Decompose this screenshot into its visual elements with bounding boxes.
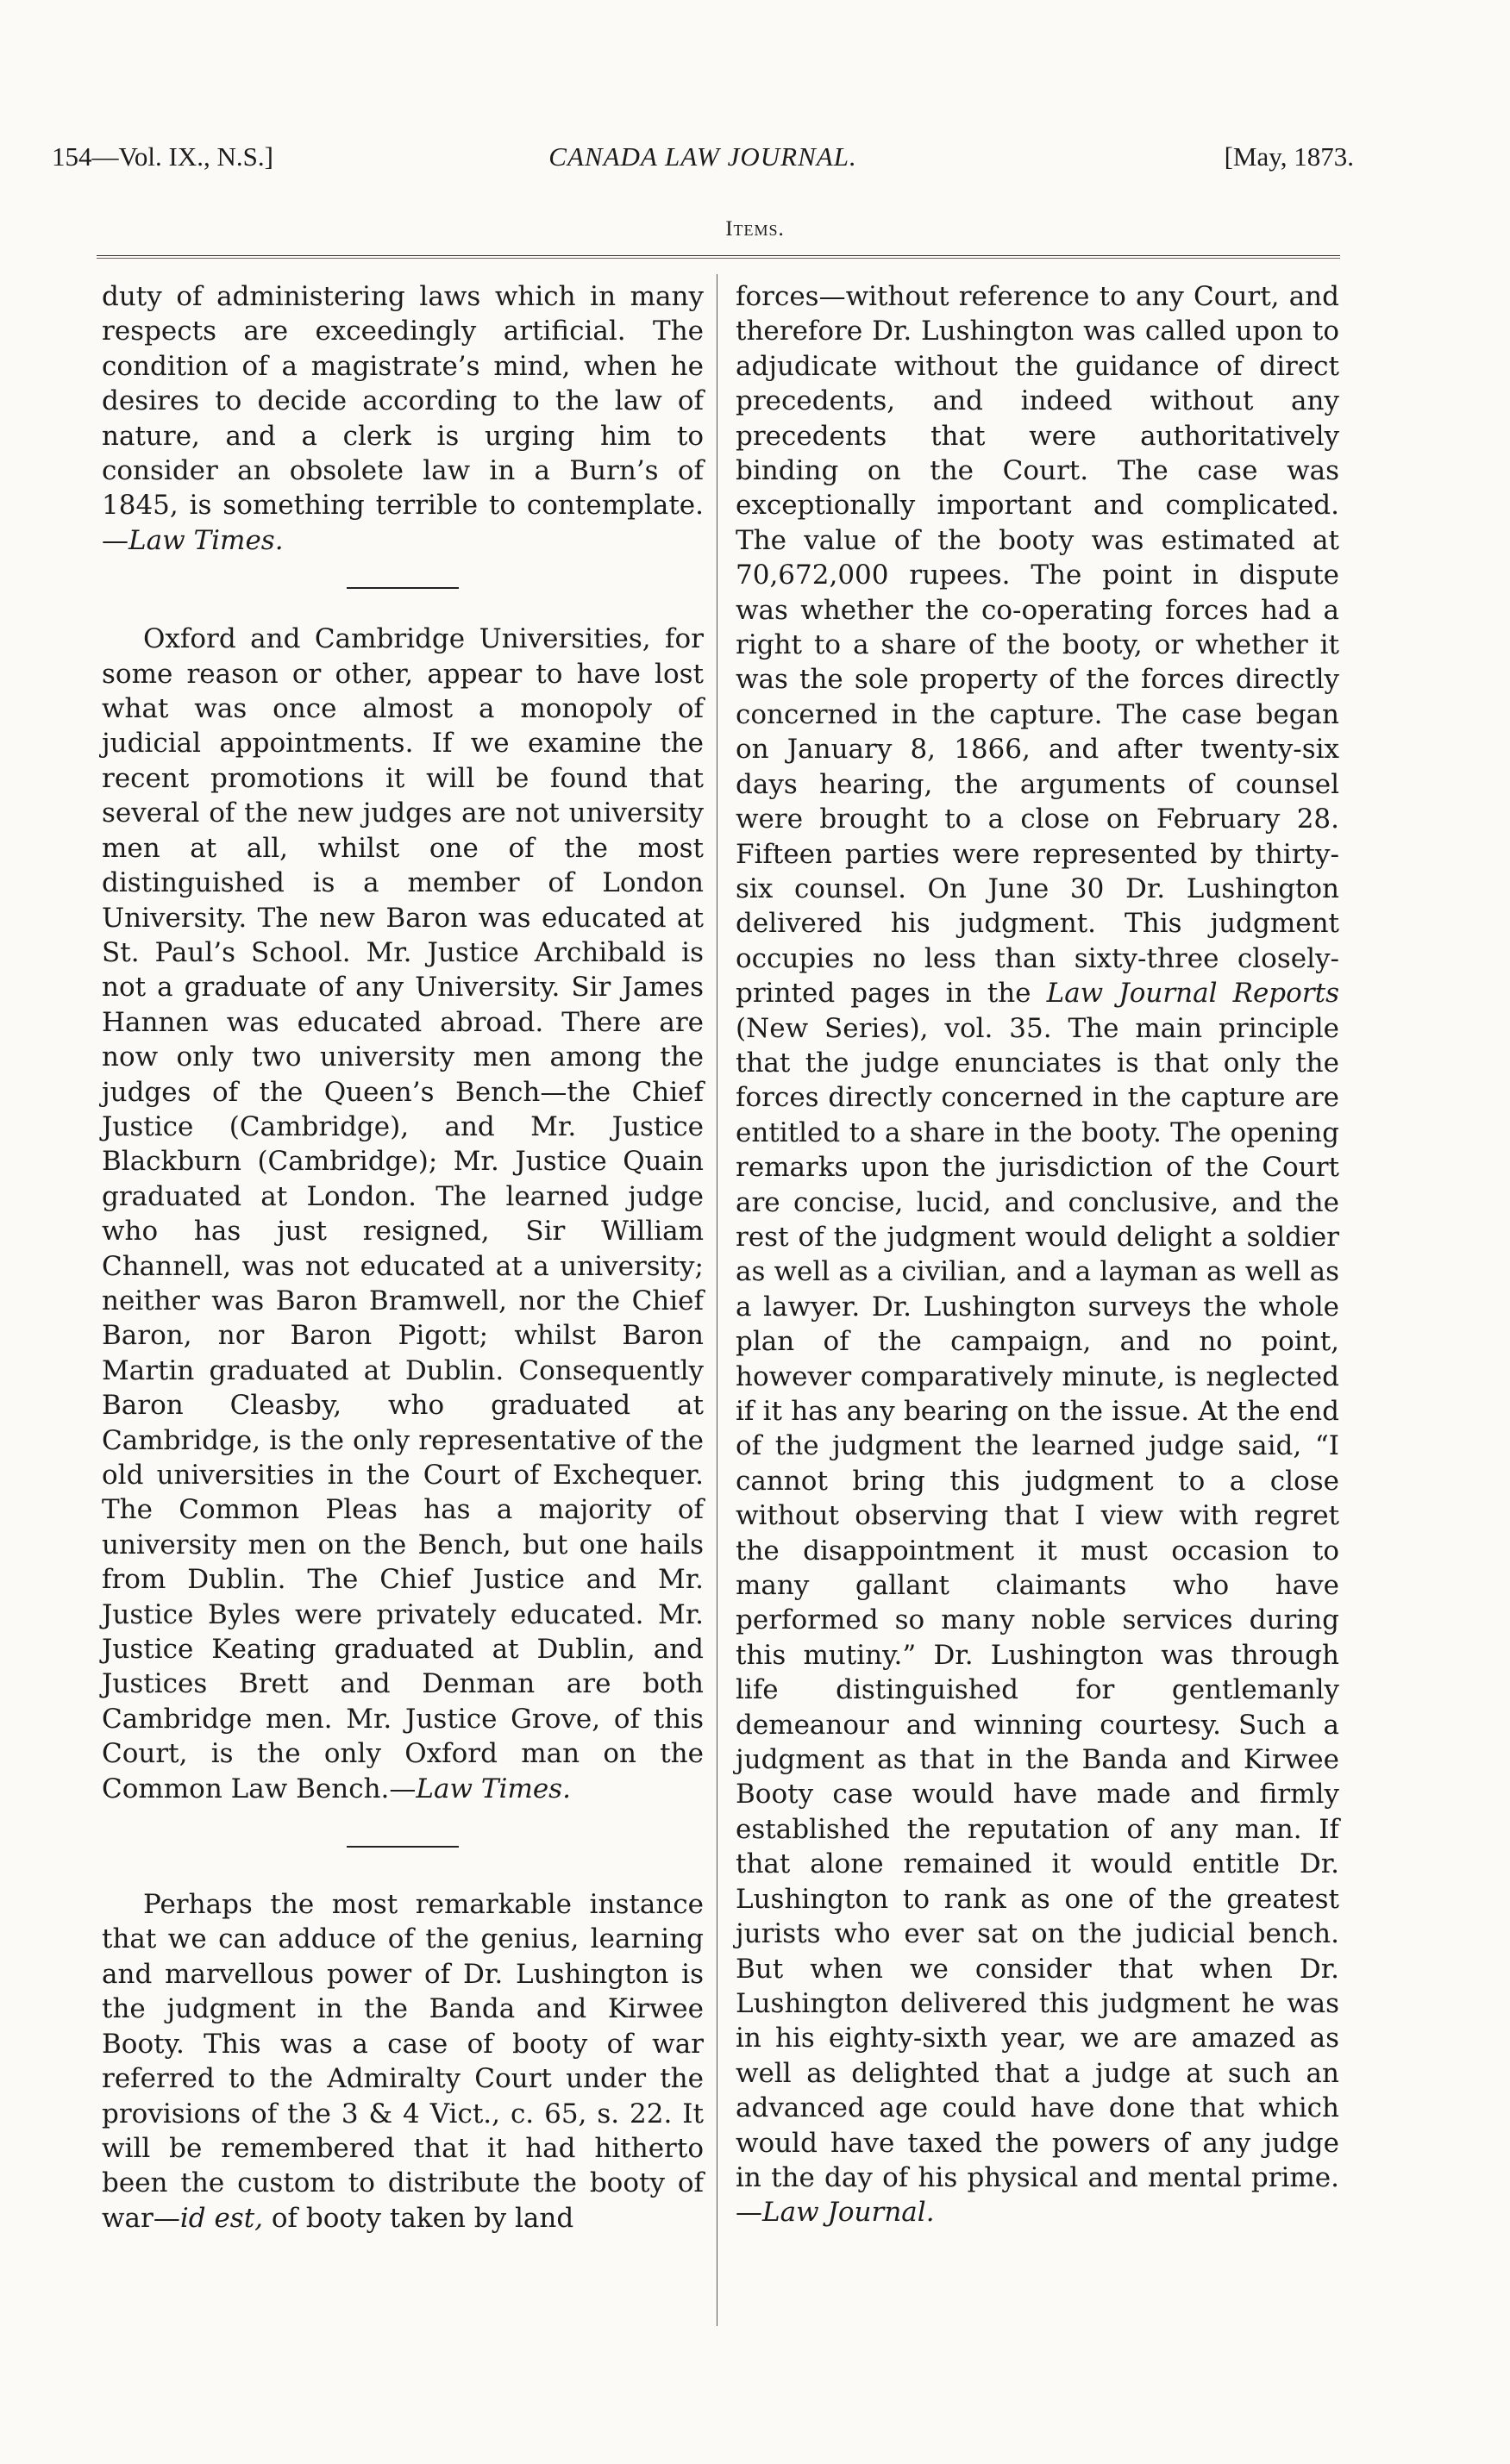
header-rule [97,255,1340,259]
paragraph-text: forces—without reference to any Court, and therefore Dr. Lushington was called upon to adjudicate without the guidance of direct precedents, and indeed without any precedents that were authoritatively binding on the Court. The case was exceptionally important and complicated. The value of the booty was estimated at 70,672,000 rupees. The point in dispute was whether the co-operating forces had a right to a share of the booty, or whether it was the sole property of the forces directly concerned in the capture. The case began on January 8, 1866, and after twenty-six days hearing, the arguments of counsel were brought to a close on February 28. Fifteen parties were represented by thirty-six counsel. On June 30 Dr. Lushington delivered his judgment. This judgment occupies no less than sixty-three closely-printed pages in the [736,281,1339,1010]
italic-phrase: id est, [179,2202,264,2234]
paragraph-magistrate [102,279,704,558]
section-heading: Items. [725,217,785,241]
issue-date: [May, 1873. [1224,141,1354,172]
paragraph-text: of booty taken by land [263,2202,574,2234]
source-citation: Law Times. [416,1773,571,1804]
paragraph-text: duty of administering laws which in many respects are exceedingly artificial. The condition of a magistrate’s mind, when he desires to decide according to the law of nature, and a clerk is urging him to consider an obsolete law in a Burn’s of 1845, is something terrible to contemplate.— [102,281,704,556]
left-column [102,279,704,2236]
paragraph-lushington-continued [736,279,1339,2230]
source-citation: Law Journal. [762,2197,935,2229]
paragraph-text: Perhaps the most remarkable instance that we can adduce of the genius, learning and marvellous power of Dr. Lushington is the judgment in the Banda and Kirwee Booty. This was a case of booty of war referred to the Admiralty Court under the provisions of the 3 & 4 Vict., c. 65, s. 22. It will be remembered that it had hitherto been the custom to distribute the booty of war— [102,1889,704,2234]
page-volume: 154—Vol. IX., N.S.] [52,141,273,172]
paragraph-lushington [102,1887,704,2236]
paragraph-text: (New Series), vol. 35. The main principle that the judge enunciates is that only the forces directly concerned in the capture are entitled to a share in the booty. The opening remarks upon the jurisdiction of the Court are concise, lucid, and conclusive, and the rest of the judgment would delight a soldier as well as a civilian, and a layman as well as a lawyer. Dr. Lushington surveys the whole plan of the campaign, and no point, however comparatively minute, is neglected if it has any bearing on the issue. At the end of the judgment the learned judge said, “I cannot bring this judgment to a close without observing that I view with regret the disappointment it must occasion to many gallant claimants who have performed so many noble services during this mutiny.” Dr. Lushington was through life distinguished for gentlemanly demeanour and winning courtesy. Such a judgment as that in the Banda and Kirwee Booty case would have made and firmly established the reputation of any man. If that alone remained it would entitle Dr. Lushington to rank as one of the greatest jurists who ever sat on the judicial bench. But when we consider that when Dr. Lushington delivered this judgment he was in his eighty-sixth year, we are amazed as well as delighted that a judge at such an advanced age could have done that which would have taxed the powers of any judge in the day of his physical and mental prime.— [736,1012,1339,2229]
italic-title: Law Journal Reports [1046,978,1339,1010]
paragraph-text: Oxford and Cambridge Universities, for some reason or other, appear to have lost what was once almost a monopoly of judicial appointments. If we examine the recent promotions it will be found that several of the new judges are not university men at all, whilst one of the most distinguished is a member of London University. The new Baron was educated at St. Paul’s School. Mr. Justice Archibald is not a graduate of any University. Sir James Hannen was educated abroad. There are now only two university men among the judges of the Queen’s Bench—the Chief Justice (Cambridge), and Mr. Justice Blackburn (Cambridge); Mr. Justice Quain graduated at London. The learned judge who has just resigned, Sir William Channell, was not educated at a university; neither was Baron Bramwell, nor the Chief Baron, nor Baron Pigott; whilst Baron Martin graduated at Dublin. Consequently Baron Cleasby, who graduated at Cambridge, is the only representative of the old universities in the Court of Exchequer. The Common Pleas has a majority of university men on the Bench, but one hails from Dublin. The Chief Justice and Mr. Justice Byles were privately educated. Mr. Justice Keating graduated at Dublin, and Justices Brett and Denman are both Cambridge men. Mr. Justice Grove, of this Court, is the only Oxford man on the Common Law Bench.— [102,623,704,1804]
separator-rule [347,1846,459,1848]
right-column [736,279,1339,2230]
running-header [52,141,1354,184]
separator-rule [347,587,459,589]
paragraph-universities [102,622,704,1806]
journal-title: CANADA LAW JOURNAL. [548,141,857,172]
source-citation: Law Times. [128,524,284,556]
